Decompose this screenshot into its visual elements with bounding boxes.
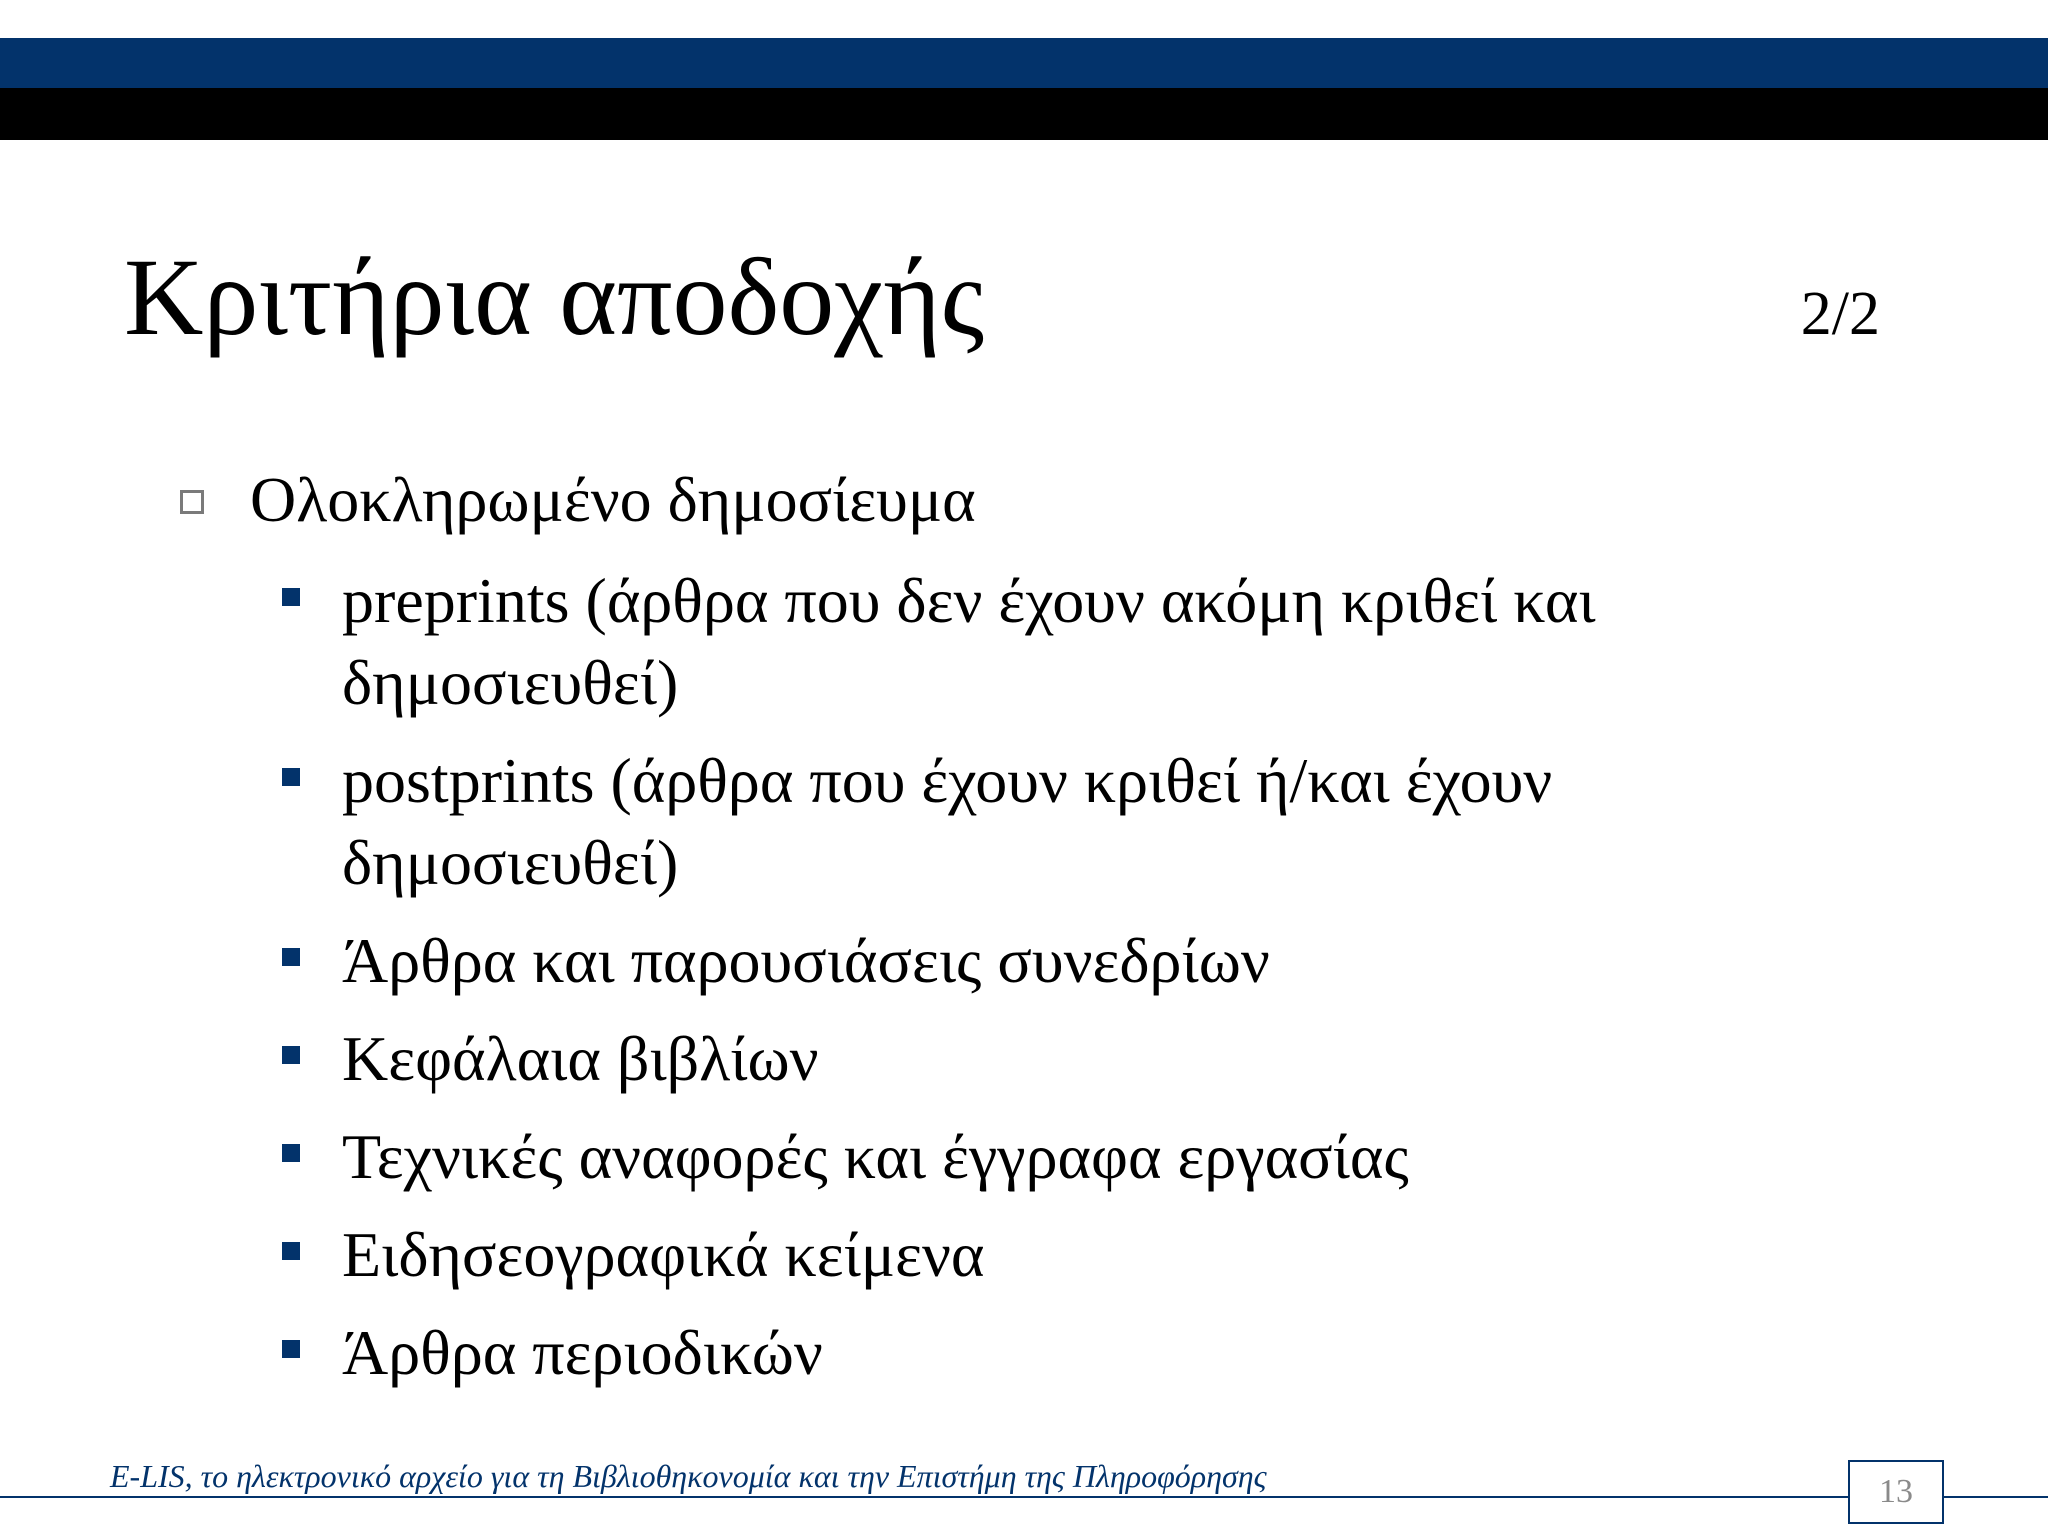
list-item-text: Άρθρα περιοδικών: [342, 1317, 823, 1388]
square-bullet-icon: [282, 1046, 300, 1064]
list-item-text: preprints (άρθρα που δεν έχουν ακόμη κριθεί και δημοσιευθεί): [342, 565, 1596, 718]
list-item-text: Κεφάλαια βιβλίων: [342, 1023, 819, 1094]
list-item: [280, 1214, 1900, 1296]
header-band-blue: [0, 38, 2048, 88]
square-bullet-icon: [282, 1242, 300, 1260]
footer-divider: [0, 1496, 2048, 1498]
square-bullet-icon: [282, 1144, 300, 1162]
square-bullet-icon: [282, 948, 300, 966]
list-item-text: Ειδησεογραφικά κείμενα: [342, 1219, 985, 1290]
list-item: [280, 560, 1900, 724]
list-item-text: Τεχνικές αναφορές και έγγραφα εργασίας: [342, 1121, 1409, 1192]
section-item-label: Ολοκληρωμένο δημοσίευμα: [250, 464, 976, 535]
slide-title: Κριτήρια αποδοχής: [124, 236, 985, 358]
list-item: [280, 920, 1900, 1002]
page-number: 13: [1848, 1460, 1944, 1524]
list-item-text: postprints (άρθρα που έχουν κριθεί ή/και έχουν δημοσιευθεί): [342, 745, 1553, 898]
square-bullet-icon: [282, 1340, 300, 1358]
hollow-square-bullet-icon: [180, 490, 204, 514]
list-item: [280, 740, 1900, 904]
list-item: [280, 1116, 1900, 1198]
list-item-text: Άρθρα και παρουσιάσεις συνεδρίων: [342, 925, 1270, 996]
list-item: [280, 1018, 1900, 1100]
square-bullet-icon: [282, 768, 300, 786]
slide-part-counter: 2/2: [1800, 280, 1880, 348]
square-bullet-icon: [282, 588, 300, 606]
list-item: [280, 1312, 1900, 1394]
sub-item-list: [280, 560, 1900, 1410]
header-band-black: [0, 88, 2048, 140]
footer-caption: E-LIS, το ηλεκτρονικό αρχείο για τη Βιβλιοθηκονομία και την Επιστήμη της Πληροφόρησης: [110, 1458, 1267, 1494]
